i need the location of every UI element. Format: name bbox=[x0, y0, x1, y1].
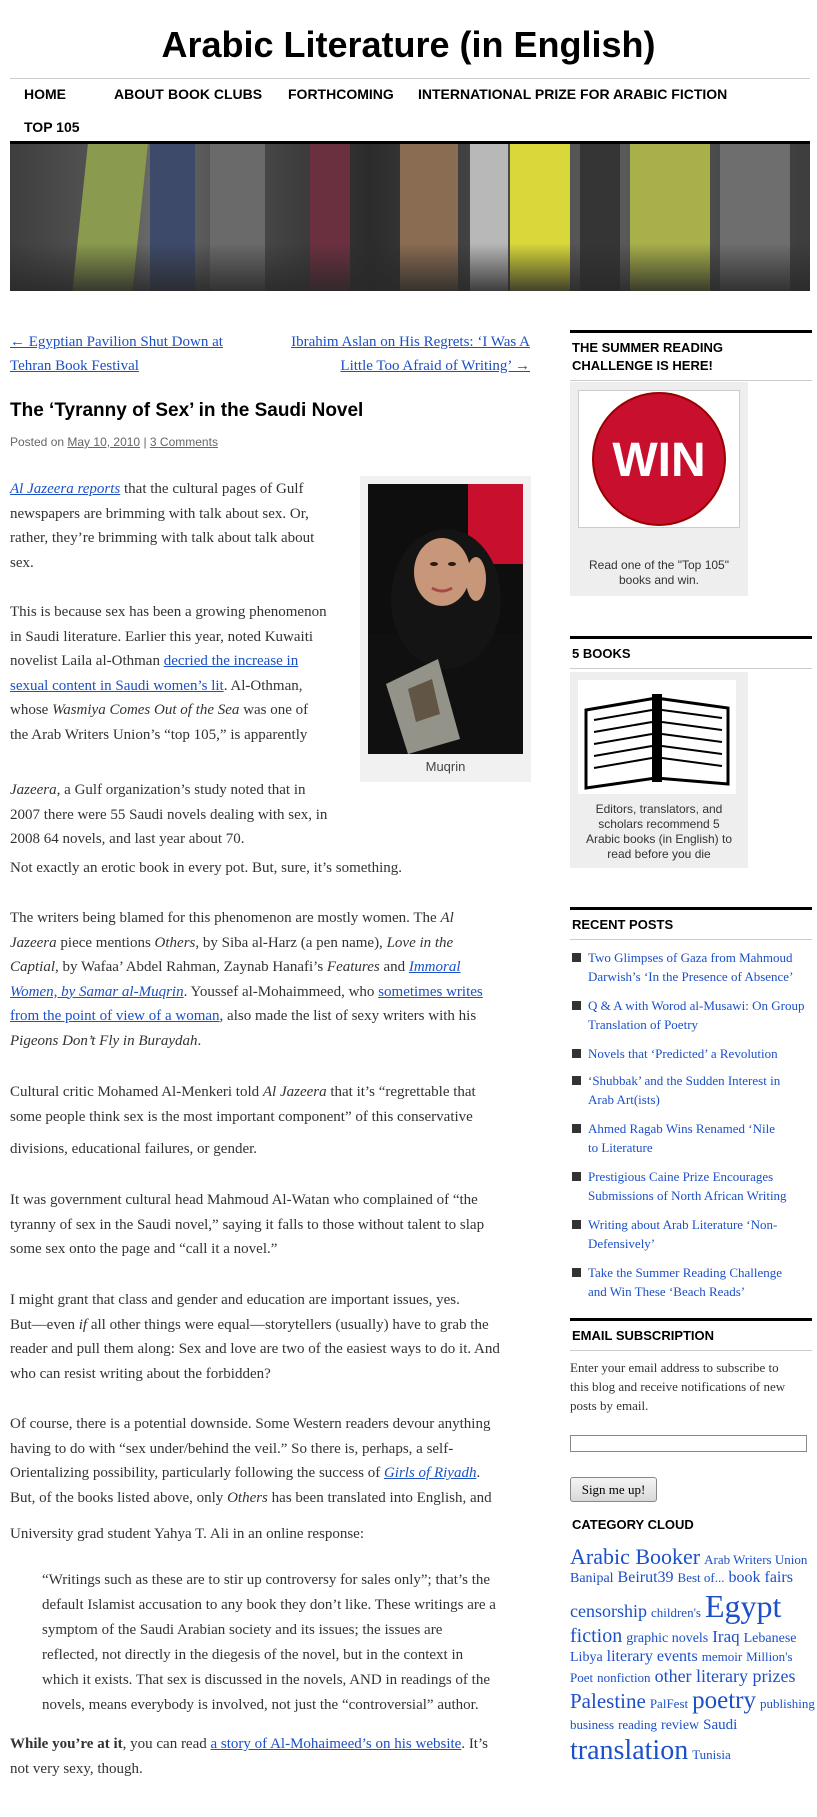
recent-post-link[interactable] bbox=[588, 1071, 814, 1109]
link-line: ‘Shubbak’ and the Sudden Interest in bbox=[588, 1073, 781, 1088]
text-line: has been translated into English, and bbox=[267, 1489, 492, 1506]
caption-line: read before you die bbox=[607, 847, 711, 861]
category-tag[interactable]: graphic novels bbox=[626, 1630, 709, 1646]
link-line: Writing about Arab Literature ‘Non- bbox=[588, 1217, 778, 1232]
bold-lead: While you’re at it bbox=[10, 1736, 123, 1752]
post-paragraph bbox=[10, 1288, 530, 1386]
prev-post-line1[interactable]: ← Egyptian Pavilion Shut Down at bbox=[10, 334, 223, 350]
category-tag[interactable]: nonfiction bbox=[597, 1669, 651, 1685]
email-description bbox=[570, 1358, 810, 1415]
bullet-icon bbox=[572, 1124, 581, 1133]
caption-line: Editors, translators, and bbox=[595, 802, 723, 816]
publication-name: Jazeera, bbox=[10, 782, 61, 798]
category-tag[interactable]: Beirut39 bbox=[617, 1569, 674, 1587]
text-line: in Saudi literature. Earlier this year, noted Kuwaiti bbox=[10, 628, 314, 645]
category-tag[interactable]: Tunisia bbox=[692, 1746, 731, 1762]
category-tag[interactable]: reading bbox=[618, 1717, 658, 1733]
post-meta bbox=[10, 435, 218, 449]
heading-line: CHALLENGE IS HERE! bbox=[572, 358, 713, 373]
text-line: But—even bbox=[10, 1316, 79, 1333]
author-photo bbox=[368, 484, 523, 754]
bullet-icon bbox=[572, 1001, 581, 1010]
sign-up-button[interactable]: Sign me up! bbox=[570, 1477, 657, 1502]
text-line: , by Siba al-Harz (a pen name), bbox=[195, 934, 387, 951]
text-line: , you can read bbox=[122, 1736, 211, 1752]
text-line: . Al-Othman, bbox=[223, 677, 303, 694]
caption-line: books and win. bbox=[618, 573, 700, 587]
text-line: . bbox=[197, 1032, 202, 1049]
bullet-icon bbox=[572, 1172, 581, 1181]
text-line: Not exactly an erotic book in every pot. But, sure, it’s something. bbox=[10, 860, 403, 876]
next-post-line2[interactable]: Little Too Afraid of Writing’ → bbox=[340, 358, 530, 374]
caption-line: scholars recommend 5 bbox=[598, 817, 720, 831]
publication-name: Al bbox=[440, 910, 454, 926]
text-line: that the cultural pages of Gulf bbox=[120, 481, 304, 497]
text-line: Of course, there is a potential downside. Some Western readers devour anything bbox=[10, 1416, 491, 1432]
text-line: symptom of the Saudi Arabian society and its issues; the issues are bbox=[42, 1622, 443, 1638]
text-line: default Islamist accusation to any book they don’t like. These writings are a bbox=[42, 1597, 496, 1613]
text-line: not very sexy, though. bbox=[10, 1760, 143, 1777]
widget-heading-5-books: 5 BOOKS bbox=[570, 636, 812, 669]
text-line: 2007 there were 55 Saudi novels dealing with sex, in bbox=[10, 806, 328, 823]
book-title: Love in the bbox=[386, 934, 454, 951]
text-line: and bbox=[379, 959, 409, 975]
category-tag[interactable]: review bbox=[661, 1718, 700, 1734]
header-image-shade bbox=[10, 243, 810, 291]
book-title: Others bbox=[227, 1489, 268, 1506]
category-cloud bbox=[570, 1544, 815, 1767]
immoral-women-link[interactable]: Immoral bbox=[408, 959, 461, 975]
link-line: Translation of Poetry bbox=[588, 1017, 699, 1032]
category-tag[interactable]: fiction bbox=[570, 1624, 623, 1647]
text-line: . It’s bbox=[461, 1736, 488, 1752]
text-line: having to do with “sex under/behind the veil.” So there is, perhaps, a self- bbox=[10, 1440, 454, 1457]
author-photo-figure bbox=[360, 476, 531, 782]
text-line: which it exists. That sex is discussed in the novels, AND in readings of the bbox=[42, 1672, 491, 1688]
recent-post-link[interactable] bbox=[588, 1167, 814, 1205]
text-line: , also made the list of sexy writers with his bbox=[219, 1008, 477, 1024]
category-tag[interactable]: PalFest bbox=[649, 1696, 689, 1712]
email-input[interactable] bbox=[570, 1435, 807, 1452]
open-book-icon bbox=[578, 680, 736, 794]
girls-of-riyadh-link[interactable]: Girls of Riyadh bbox=[383, 1465, 477, 1481]
text-line: that it’s “regrettable that bbox=[326, 1084, 476, 1100]
text-line: some people think sex is the most important component” of this conservative bbox=[10, 1108, 473, 1125]
category-tag[interactable]: Banipal bbox=[570, 1571, 614, 1587]
recent-post-link[interactable] bbox=[588, 948, 814, 986]
category-tag[interactable]: Arab Writers Union bbox=[704, 1552, 808, 1567]
text-line: rather, they’re brimming with talk about talk about bbox=[10, 530, 315, 546]
win-badge-text: WIN bbox=[612, 434, 706, 487]
text-line: whose bbox=[10, 702, 53, 718]
next-post-line1[interactable]: Ibrahim Aslan on His Regrets: ‘I Was A bbox=[291, 334, 530, 350]
sometimes-writes-link-cont[interactable]: from the point of view of a woman bbox=[10, 1008, 220, 1024]
post-date-link[interactable]: May 10, 2010 bbox=[67, 435, 141, 449]
text-line: reflected, not directly in the diegesis of the novel, but in the context in bbox=[42, 1647, 464, 1663]
nav-about[interactable]: ABOUT bbox=[114, 86, 164, 102]
text-line: was one of bbox=[239, 702, 309, 718]
text-line: a Gulf organization’s study noted that in bbox=[60, 782, 306, 798]
book-title: Others bbox=[154, 934, 196, 951]
bullet-icon bbox=[572, 1268, 581, 1277]
text-line: who can resist writing about the forbidden? bbox=[10, 1365, 271, 1382]
decried-link-cont[interactable]: sexual content in Saudi women’s lit bbox=[10, 677, 224, 694]
win-badge-frame bbox=[578, 390, 740, 528]
book-title: Pigeons Don’t Fly in Buraydah bbox=[10, 1032, 198, 1049]
category-tag[interactable]: Egypt bbox=[704, 1587, 782, 1624]
author-photo-image bbox=[368, 484, 523, 754]
nav-home[interactable]: HOME bbox=[24, 86, 66, 102]
category-tag[interactable]: children's bbox=[650, 1604, 701, 1620]
text-line: The writers being blamed for this phenomenon are mostly women. The bbox=[10, 910, 441, 926]
recent-post-link[interactable] bbox=[588, 1215, 814, 1253]
immoral-women-link-cont[interactable]: Women, by Samar al-Muqrin bbox=[10, 983, 184, 1000]
link-line: Two Glimpses of Gaza from Mahmoud bbox=[588, 950, 793, 965]
category-tag[interactable]: memoir bbox=[701, 1648, 743, 1664]
widget-heading-email: EMAIL SUBSCRIPTION bbox=[570, 1318, 812, 1351]
text-line: newspapers are brimming with talk about sex. Or, bbox=[10, 505, 309, 522]
meta-separator: | bbox=[143, 435, 147, 449]
photo-caption: Muqrin bbox=[425, 759, 466, 774]
category-tag[interactable]: Arabic Booker bbox=[570, 1544, 701, 1569]
header-divider bbox=[10, 78, 810, 79]
heading-line: THE SUMMER READING bbox=[572, 340, 723, 355]
caption-line: Arabic books (in English) to bbox=[585, 832, 733, 846]
text-line: reader and pull them along: Sex and love are two of the easiest ways to do it. And bbox=[10, 1341, 500, 1357]
widget-heading-challenge bbox=[570, 330, 812, 381]
five-books-widget[interactable] bbox=[570, 672, 748, 868]
publication-name: Al Jazeera bbox=[262, 1084, 327, 1100]
text-line: University grad student Yahya T. Ali in an online response: bbox=[10, 1526, 364, 1542]
text-line: novels, means everybody is involved, not just the “controversial” author. bbox=[42, 1697, 479, 1713]
post-paragraph bbox=[10, 906, 530, 1053]
recent-post-link[interactable] bbox=[588, 1119, 814, 1157]
open-book-frame bbox=[578, 680, 736, 794]
next-post-link[interactable] bbox=[270, 330, 530, 378]
text-line: this blog and receive notifications of new bbox=[570, 1379, 786, 1394]
category-tag[interactable]: translation bbox=[570, 1734, 689, 1766]
site-title[interactable]: Arabic Literature (in English) bbox=[161, 24, 656, 65]
nav-book-clubs[interactable]: BOOK CLUBS bbox=[168, 86, 263, 102]
link-line: Ahmed Ragab Wins Renamed ‘Nile bbox=[588, 1121, 775, 1136]
text-line: posts by email. bbox=[570, 1398, 649, 1413]
text-line: some sex onto the page and “call it a novel.” bbox=[10, 1241, 278, 1257]
text-line: It was government cultural head Mahmoud Al-Watan who complained of “the bbox=[10, 1192, 478, 1208]
al-jazeera-reports-link[interactable]: Al Jazeera reports bbox=[10, 481, 121, 497]
text-line: all other things were equal—storytellers (usually) have to grab the bbox=[87, 1316, 489, 1333]
post-paragraph bbox=[10, 1732, 530, 1781]
category-tag[interactable]: Libya bbox=[570, 1649, 603, 1665]
text-line: I might grant that class and gender and education are important issues, yes. bbox=[10, 1292, 460, 1308]
text-line: , by Wafaa’ Abdel Rahman, Zaynab Hanafi’s bbox=[55, 959, 327, 975]
comments-link[interactable]: 3 Comments bbox=[149, 435, 218, 449]
link-line: Defensively’ bbox=[588, 1236, 656, 1251]
clipped-line bbox=[10, 1510, 530, 1522]
blockquote bbox=[42, 1568, 530, 1718]
nav-ipaf[interactable]: INTERNATIONAL PRIZE FOR ARABIC FICTION bbox=[418, 86, 728, 102]
text-line: . Youssef al-Mohaimmeed, who bbox=[183, 983, 379, 1000]
category-tag[interactable]: Palestine bbox=[570, 1689, 646, 1714]
five-books-caption bbox=[570, 802, 748, 862]
text-line: “Writings such as these are to stir up controversy for sales only”; that’s the bbox=[42, 1572, 491, 1588]
text-line: Cultural critic Mohamed Al-Menkeri told bbox=[10, 1084, 263, 1100]
link-line: Submissions of North African Writing bbox=[588, 1188, 787, 1203]
book-title: Captial bbox=[10, 959, 56, 975]
bullet-icon bbox=[572, 1220, 581, 1229]
text-line: But, of the books listed above, only bbox=[10, 1489, 228, 1506]
text-line: This is because sex has been a growing phenomenon bbox=[10, 604, 327, 620]
sometimes-writes-link[interactable]: sometimes writes bbox=[378, 983, 483, 1000]
category-tag[interactable]: other literary prizes bbox=[654, 1665, 796, 1686]
prev-post-link[interactable] bbox=[10, 330, 260, 378]
posted-on-label: Posted on bbox=[10, 435, 65, 449]
emphasis: if bbox=[78, 1316, 88, 1333]
recent-post-link[interactable] bbox=[588, 996, 814, 1034]
post-paragraph bbox=[10, 1188, 530, 1262]
post-paragraph-cont bbox=[10, 778, 530, 852]
link-line: Arab Art(ists) bbox=[588, 1092, 660, 1107]
text-line: piece mentions bbox=[56, 934, 155, 951]
post-paragraph bbox=[10, 600, 350, 772]
text-line: Orientalizing possibility, particularly following the success of bbox=[10, 1465, 384, 1481]
text-line: . bbox=[476, 1465, 481, 1481]
text-line: the Arab Writers Union’s “top 105,” is apparently bbox=[10, 726, 308, 743]
category-tag[interactable]: poetry bbox=[692, 1687, 756, 1715]
category-tag[interactable]: censorship bbox=[570, 1600, 647, 1621]
challenge-widget[interactable] bbox=[570, 382, 748, 596]
post-paragraph bbox=[10, 1080, 530, 1162]
widget-heading-category-cloud: CATEGORY CLOUD bbox=[572, 1517, 694, 1532]
link-line: to Literature bbox=[588, 1140, 653, 1155]
clipped-line bbox=[10, 1129, 530, 1137]
category-tag[interactable]: publishing business bbox=[570, 1696, 815, 1733]
clipped-line bbox=[10, 747, 350, 772]
text-line: tyranny of sex in the Saudi novel,” saying it falls to those without talent to slap bbox=[10, 1216, 485, 1233]
link-line: Prestigious Caine Prize Encourages bbox=[588, 1169, 774, 1184]
story-link[interactable]: a story of Al-Mohaimeed’s on his website bbox=[210, 1736, 462, 1752]
decried-link[interactable]: decried the increase in bbox=[163, 653, 299, 669]
link-line: Q & A with Worod al-Musawi: On Group bbox=[588, 998, 805, 1013]
link-line: and Win These ‘Beach Reads’ bbox=[588, 1284, 746, 1299]
book-title: Features bbox=[326, 959, 380, 975]
post-paragraph bbox=[10, 1412, 530, 1547]
nav-forthcoming[interactable]: FORTHCOMING bbox=[288, 86, 394, 102]
text-line: novelist Laila al-Othman bbox=[10, 653, 164, 669]
header-image bbox=[10, 141, 810, 291]
category-tag[interactable]: Million's Poet bbox=[570, 1648, 793, 1685]
bullet-icon bbox=[572, 1049, 581, 1058]
post-paragraph bbox=[10, 856, 530, 881]
caption-line: Read one of the "Top 105" bbox=[589, 558, 729, 572]
post-paragraph bbox=[10, 477, 350, 575]
category-tag[interactable]: Saudi bbox=[703, 1717, 738, 1734]
category-tag[interactable]: Lebanese bbox=[743, 1630, 797, 1646]
category-tag[interactable]: book fairs bbox=[728, 1569, 793, 1587]
recent-post-link[interactable] bbox=[588, 1263, 814, 1301]
book-title: Wasmiya Comes Out of the Sea bbox=[52, 702, 240, 718]
bullet-icon bbox=[572, 953, 581, 962]
widget-heading-recent-posts: RECENT POSTS bbox=[570, 907, 812, 940]
category-tag[interactable]: literary events bbox=[606, 1647, 698, 1665]
text-line: 2008 64 novels, and last year about 70. bbox=[10, 831, 245, 847]
publication-name: Jazeera bbox=[10, 934, 57, 951]
nav-top-105[interactable]: TOP 105 bbox=[24, 119, 80, 135]
recent-post-link[interactable] bbox=[588, 1044, 814, 1063]
text-line: sex. bbox=[10, 554, 34, 571]
category-tag[interactable]: Best of... bbox=[677, 1570, 725, 1586]
bullet-icon bbox=[572, 1076, 581, 1085]
prev-post-line2[interactable]: Tehran Book Festival bbox=[10, 358, 139, 374]
text-line: Enter your email address to subscribe to bbox=[570, 1360, 779, 1375]
link-line: Darwish’s ‘In the Presence of Absence’ bbox=[588, 969, 794, 984]
post-title[interactable]: The ‘Tyranny of Sex’ in the Saudi Novel bbox=[10, 400, 364, 421]
link-line: Novels that ‘Predicted’ a Revolution bbox=[588, 1046, 778, 1061]
text-line: divisions, educational failures, or gender. bbox=[10, 1141, 258, 1157]
link-line: Take the Summer Reading Challenge bbox=[588, 1265, 783, 1280]
challenge-caption bbox=[570, 558, 748, 588]
category-tag[interactable]: Iraq bbox=[712, 1626, 740, 1646]
